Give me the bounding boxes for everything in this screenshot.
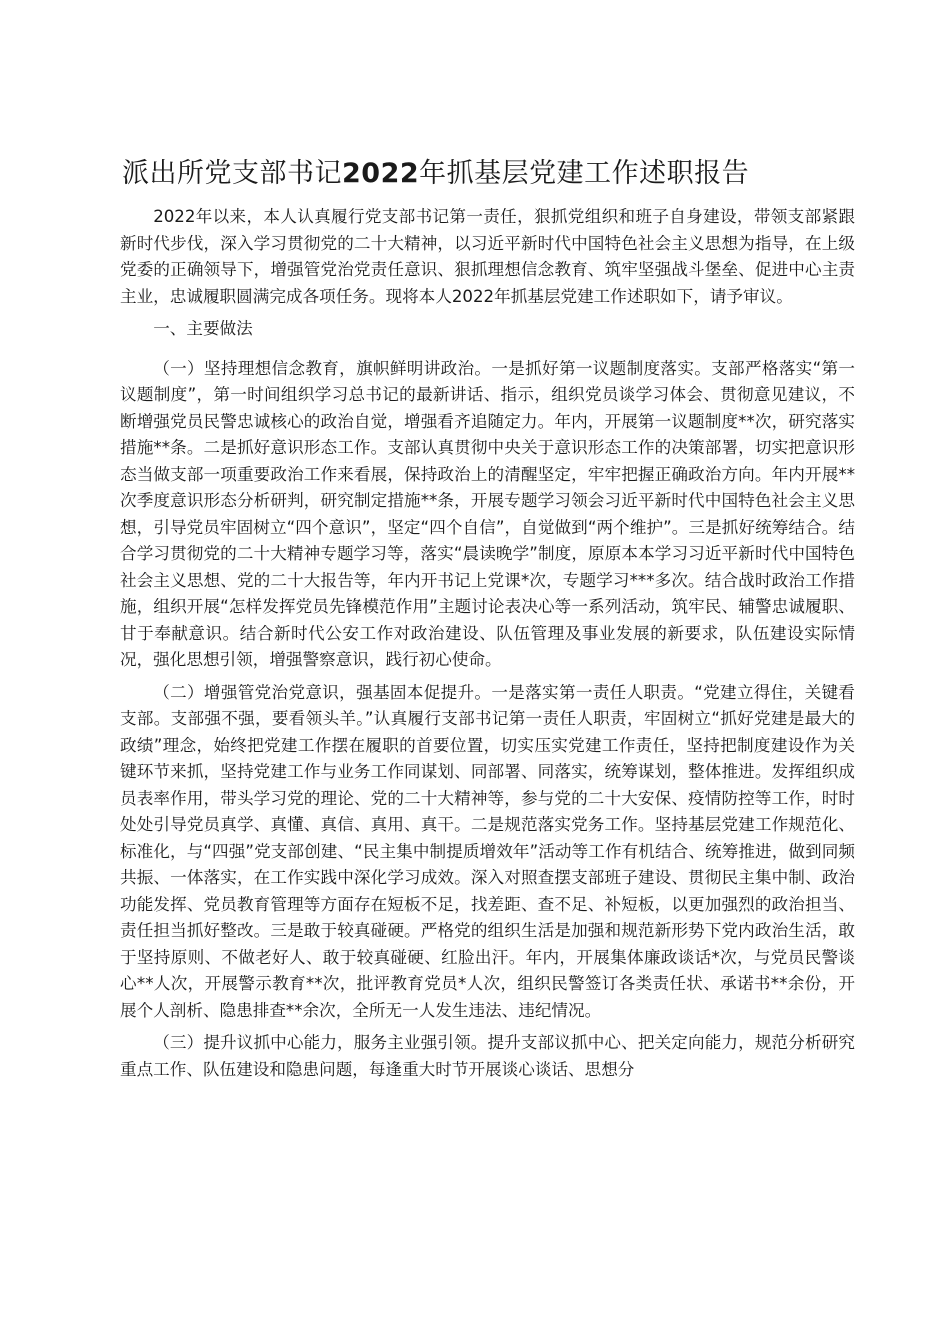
body-paragraph-3: （三）提升议抓中心能力，服务主业强引领。提升支部议抓中心、把关定向能力，规范分析研究重点工作、队伍建设和隐患问题，每逢重大时节开展谈心谈话、思想分 (120, 1033, 855, 1079)
body-paragraph-2: （二）增强管党治党意识，强基固本促提升。一是落实第一责任人职责。“党建立得住，关键看支部。支部强不强，要看领头羊。”认真履行支部书记第一责任人职责，牢固树立“抓好党建是最大的政绩”理念，始终把党建工作摆在履职的首要位置，切实压实党建工作责任，坚持把制度建设作为关键环节来抓，坚持党建工作与业务工作同谋划、同部署、同落实，统筹谋划，整体推进。发挥组织成员表率作用，带头学习党的理论、党的二十大精神等，参与党的二十大安保、疫情防控等工作，时时处处引导党员真学、真懂、真信、真用、真干。二是规范落实党务工作。坚持基层党建工作规范化、标准化，与“四强”党支部创建、“民主集中制提质增效年”活动等工作有机结合、统筹推进，做到同频共振、一体落实，在工作实践中深化学习成效。深入对照查摆支部班子建设、贯彻民主集中制、政治功能发挥、党员教育管理等方面存在短板不足，找差距、查不足、补短板，以更加强烈的政治担当、责任担当抓好整改。三是敢于较真碰硬。严格党的组织生活是加强和规范新形势下党内政治生活，敢于坚持原则、不做老好人、敢于较真碰硬、红脸出汗。年内，开展集体廉政谈话*次，与党员民警谈心**人次，开展警示教育**次，批评教育党员*人次，组织民警签订各类责任状、承诺书**余份，开展个人剖析、隐患排查**余次，全所无一人发生违法、违纪情况。 (120, 682, 855, 1020)
section-heading: 一、主要做法 (153, 319, 253, 338)
document-title (122, 150, 855, 198)
intro-paragraph: 2022年以来，本人认真履行党支部书记第一责任，狠抓党组织和班子自身建设，带领支部紧跟新时代步伐，深入学习贯彻党的二十大精神，以习近平新时代中国特色社会主义思想为指导，在上级党委的正确领导下，增强管党治党责任意识、狠抓理想信念教育、筑牢坚强战斗堡垒、促进中心主责主业，忠诚履职圆满完成各项任务。现将本人2022年抓基层党建工作述职如下，请予审议。 (120, 207, 855, 306)
title-year: 2022 (342, 158, 420, 189)
title-prefix: 派出所党支部书记 (122, 158, 342, 189)
document-page (120, 150, 855, 1089)
body-paragraph-1: （一）坚持理想信念教育，旗帜鲜明讲政治。一是抓好第一议题制度落实。支部严格落实“第一议题制度”，第一时间组织学习总书记的最新讲话、指示，组织党员谈学习体会、贯彻意见建议，不断增强党员民警忠诚核心的政治自觉，增强看齐追随定力。年内，开展第一议题制度**次，研究落实措施**条。二是抓好意识形态工作。支部认真贯彻中央关于意识形态工作的决策部署，切实把意识形态当做支部一项重要政治工作来看展，保持政治上的清醒坚定，牢牢把握正确政治方向。年内开展**次季度意识形态分析研判，研究制定措施**条，开展专题学习领会习近平新时代中国特色社会主义思想，引导党员牢固树立“四个意识”，坚定“四个自信”，自觉做到“两个维护”。三是抓好统筹结合。结合学习贯彻党的二十大精神专题学习等，落实“晨读晚学”制度，原原本本学习习近平新时代中国特色社会主义思想、党的二十大报告等，年内开书记上党课*次，专题学习***多次。结合战时政治工作措施，组织开展“怎样发挥党员先锋模范作用”主题讨论表决心等一系列活动，筑牢民、辅警忠诚履职、甘于奉献意识。结合新时代公安工作对政治建设、队伍管理及事业发展的新要求，队伍建设实际情况，强化思想引领，增强警察意识，践行初心使命。 (120, 358, 855, 669)
title-suffix: 年抓基层党建工作述职报告 (419, 158, 750, 189)
